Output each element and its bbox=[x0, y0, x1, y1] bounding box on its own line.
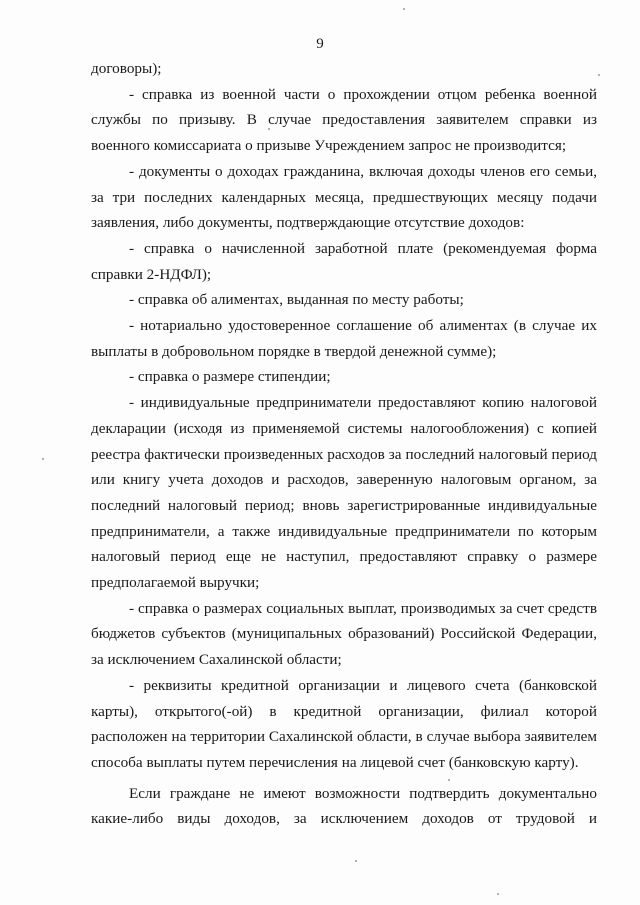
paragraph-stipend-certificate: - справка о размере стипендии; bbox=[129, 368, 331, 386]
page-number: 9 bbox=[316, 36, 324, 52]
scan-speck bbox=[355, 860, 357, 862]
scan-speck bbox=[598, 74, 600, 76]
scan-speck bbox=[497, 893, 499, 895]
paragraph-social-payments: - справка о размерах социальных выплат, производимых за счет средств бюджетов субъектов (муниципальных образований) Российской Федерации, за исключением Сахалинской области; bbox=[91, 599, 597, 669]
scan-speck bbox=[448, 779, 450, 781]
paragraph-income-documents: - документы о доходах гражданина, включая доходы членов его семьи, за три последних календарных месяца, предшествующих месяцу подачи заявления, либо документы, подтверждающие отсутствие доходов: bbox=[91, 162, 597, 232]
paragraph-alimony-certificate: - справка об алиментах, выданная по месту работы; bbox=[129, 291, 464, 309]
paragraph-entrepreneurs: - индивидуальные предприниматели предоставляют копию налоговой декларации (исходя из применяемой системы налогообложения) с копией реестра фактически произведенных расходов за последний налоговый период или книгу учета доходов и расходов, заверенную налоговым органом, за последний налоговый период; вновь зарегистрированные индивидуальные предприниматели, а также индивидуальные предприниматели по которым налоговый период еще не наступил, предоставляют справку о размере предполагаемой выручки; bbox=[91, 394, 597, 592]
paragraph-military-certificate: - справка из военной части о прохождении отцом ребенка военной службы по призыву. В случае предоставления заявителем справки из военного комиссариата о призыве Учреждением запрос не производится; bbox=[91, 85, 597, 155]
paragraph-bank-details: - реквизиты кредитной организации и лицевого счета (банковской карты), открытого(-ой) в кредитной организации, филиал которой расположен на территории Сахалинской области, в случае выбора заявителем способа выплаты путем перечисления на лицевой счет (банковскую карту). bbox=[91, 676, 597, 771]
paragraph-alimony-agreement: - нотариально удостоверенное соглашение об алиментах (в случае их выплаты в добровольном порядке в твердой денежной сумме); bbox=[91, 317, 597, 360]
paragraph-contracts-end: договоры); bbox=[91, 60, 162, 77]
paragraph-undocumented-income: Если граждане не имеют возможности подтвердить документально какие-либо виды доходов, за исключением доходов от трудовой и bbox=[91, 784, 597, 828]
scan-speck bbox=[268, 128, 270, 130]
document-body bbox=[91, 56, 597, 832]
scan-speck bbox=[403, 8, 405, 10]
paragraph-salary-certificate: - справка о начисленной заработной плате (рекомендуемая форма справки 2-НДФЛ); bbox=[91, 239, 597, 283]
scan-speck bbox=[42, 458, 44, 460]
